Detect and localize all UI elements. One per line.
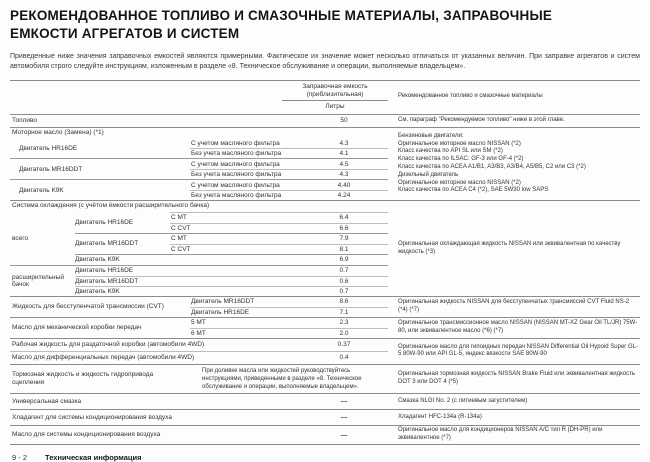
capacity-row-label: С учетом масляного фильтра: [191, 160, 280, 168]
cooling-total-group: [10, 212, 388, 265]
row-brake-fluid: [10, 364, 640, 393]
capacity-row-label: Без учета масляного фильтра: [191, 192, 282, 200]
capacity-row-label: С учетом масляного фильтра: [191, 139, 280, 147]
capacity-row: [190, 138, 388, 148]
gearbox-label: Масло для механической коробки передач: [12, 323, 142, 331]
engine-oil-recommend: [388, 128, 640, 201]
capacity-row-label: Без учета масляного фильтра: [191, 150, 282, 158]
ac-oil-left: [10, 426, 388, 444]
engine-rows: [170, 234, 388, 254]
recommend-line: Класс качества по ACEA C4 (*2), SAE 5W30 low SAPS: [398, 187, 549, 194]
capacity-row-label: С CVT: [171, 245, 191, 253]
page-number: 9 - 2: [12, 452, 28, 462]
capacity-row: [190, 148, 388, 158]
cvt-left: [10, 297, 388, 317]
cooling-left: [10, 201, 388, 296]
ac-oil-recommend: Оригинальное масло для кондиционеров NISSAN A/C тип R (DH-PR) или эквивалентное (*7): [398, 427, 603, 442]
engine-rows: [190, 138, 388, 158]
capacity-value: 7.1: [339, 308, 349, 316]
capacity-row: [190, 328, 388, 338]
capacity-row-label: С МТ: [171, 235, 187, 243]
capacity-row: [190, 169, 388, 179]
footer-section-title: Техническая информация: [45, 452, 142, 462]
cvt-label: Жидкость для бесступенчатой трансмиссии (CVT): [12, 302, 164, 310]
row-ac-oil: [10, 425, 640, 444]
capacity-value: 8.1: [339, 245, 349, 253]
engine-name: Двигатель MR16DDT: [19, 165, 83, 173]
engine-group-k9k: [10, 179, 388, 200]
capacity-row: [190, 159, 388, 169]
engine-oil-section-label: Моторное масло (Замена) (*1): [12, 128, 104, 136]
grease-label: Универсальная смазка: [12, 397, 82, 405]
capacity-value: 4.5: [339, 160, 349, 168]
capacity-row-label: С учетом масляного фильтра: [191, 181, 280, 189]
capacity-row-label: С CVT: [171, 224, 191, 232]
recommend-line: Оригинальное моторное масло NISSAN (*2): [398, 179, 521, 186]
differential-label: Масло для дифференциальных передач (автомобили 4WD): [12, 353, 195, 361]
capacity-value: 4.40: [337, 181, 351, 189]
engine-name: Двигатель K9K: [75, 256, 120, 264]
refrigerant-left: [10, 410, 388, 425]
hypoid-recommend: Оригинальное масло для гипоидных передач NISSAN Differential Oil Hypoid Super GL-5 80W-90 или API GL-5, индекс вязкости SAE 80W-90: [398, 343, 638, 358]
capacity-row: [190, 318, 388, 328]
capacity-value: 0.37: [337, 341, 351, 349]
capacity-row: [170, 234, 388, 244]
intro-text: Приведенные ниже значения заправочных емкостей являются примерными. Фактическое их значение может несколько отличаться от указанных величин. При заправке агрегатов и систем автомобиля строго следуйте инструкциям, изложенным в разделе «8. Техническое обслуживание и операции, выполняемые владельцем».: [10, 52, 640, 71]
section-engine-oil: [10, 127, 640, 201]
capacity-row: [190, 180, 388, 190]
row-fuel: [10, 114, 640, 127]
cooling-tank-group: [10, 265, 388, 296]
section-cooling: [10, 200, 640, 296]
page-footer: [10, 445, 640, 462]
cvt-rows: [190, 297, 388, 317]
recommend-line: Класс качества по API SL или SM (*2): [398, 148, 503, 155]
capacity-row-label: Двигатель MR16DDT: [75, 277, 139, 285]
capacity-unit-label: Литры: [325, 102, 345, 110]
section-manual-gearbox: [10, 317, 640, 338]
fuel-left: [10, 115, 388, 127]
capacity-row: [190, 297, 388, 307]
cooling-tank-body: [75, 266, 388, 296]
row-transfer-case: [10, 339, 388, 351]
capacity-row: [75, 276, 388, 286]
gearbox-recommend: Оригинальное трансмиссионное масло NISSAN (NISSAN MT-XZ Gear Oil TL/JR) 75W-80, или эквивалентное масло (*6) (*7): [398, 319, 638, 334]
refrigerant-recommend: Хладагент HFC-134a (R-134a): [398, 413, 482, 420]
capacity-value: 6.4: [339, 214, 349, 222]
cooling-recommend: Оригинальная охлаждающая жидкость NISSAN или эквивалентная по качеству жидкость (*3): [398, 240, 621, 255]
capacity-value: 6.9: [339, 256, 349, 264]
recommend-column-header: Рекомендованное топливо и смазочные материалы: [398, 93, 543, 100]
section-cvt: [10, 296, 640, 317]
engine-group-hr16de: [10, 138, 388, 158]
row-differential: [10, 351, 388, 364]
capacity-header-box: [282, 81, 388, 110]
engine-name: Двигатель MR16DDT: [75, 240, 139, 248]
cooling-section-label: Система охлаждения (с учётом ёмкости расширительного бачка): [12, 202, 210, 210]
capacity-value: 0.7: [339, 267, 349, 275]
engine-name: Двигатель HR16DE: [75, 218, 134, 226]
row-refrigerant: [10, 409, 640, 425]
brake-left: [10, 365, 388, 393]
capacity-value: 0.7: [339, 287, 349, 295]
recommend-line: Класс качества по ILSAC: GF-3 или GF-4 (*2): [398, 156, 524, 163]
capacity-row: [190, 307, 388, 317]
cooling-engine-hr16de: [75, 212, 388, 233]
cooling-tank-label: расширительный бачок: [12, 273, 64, 288]
capacity-row: [170, 255, 388, 265]
grease-recommend: Смазка NLGI No. 2 (с литиевым загустителем): [398, 397, 528, 404]
cvt-recommend: Оригинальная жидкость NISSAN для бесступенчатых трансмиссий CVT Fluid NS-2 (*4) (*7): [398, 298, 630, 313]
recommend-line: Бензиновые двигатели:: [398, 132, 464, 139]
recommend-line: Класс качества по ACEA A1/B1, A3/B3, A3/B4, A5/B5, C2 или C3 (*2): [398, 164, 586, 170]
engine-rows: [170, 255, 388, 265]
capacity-row-label: С МТ: [171, 214, 187, 222]
cooling-engine-mr16ddt: [75, 233, 388, 254]
capacity-row-label: Двигатель MR16DDT: [191, 298, 255, 306]
engine-rows: [170, 212, 388, 233]
grease-left: [10, 394, 388, 409]
section-driveline-4wd: [10, 338, 640, 364]
gearbox-left: [10, 318, 388, 338]
capacity-row: [75, 266, 388, 276]
gearbox-rows: [190, 318, 388, 338]
refrigerant-label: Хладагент для системы кондиционирования воздуха: [12, 413, 172, 421]
capacity-row-label: Двигатель K9K: [75, 287, 120, 295]
capacity-row-label: Без учета масляного фильтра: [191, 171, 282, 179]
cooling-engine-k9k: [75, 254, 388, 265]
recommend-line: Оригинальное моторное масло NISSAN (*2): [398, 140, 521, 147]
capacity-row: [170, 223, 388, 233]
page-title: РЕКОМЕНДОВАННОЕ ТОПЛИВО И СМАЗОЧНЫЕ МАТЕРИАЛЫ, ЗАПРАВОЧНЫЕ ЕМКОСТИ АГРЕГАТОВ И СИСТЕМ: [10, 8, 553, 41]
capacity-row: [170, 213, 388, 223]
no-capacity-dash: —: [340, 431, 348, 439]
capacities-table: [10, 80, 640, 445]
capacity-value: 2.3: [339, 319, 349, 327]
capacity-row: [190, 190, 388, 200]
capacity-column-header-text: Заправочная емкость (приблизительная): [302, 82, 368, 98]
fuel-recommend: См. параграф "Рекомендуемое топливо" ниже в этой главе.: [398, 116, 565, 123]
capacity-row-label: 5 МТ: [191, 319, 206, 327]
capacity-value: 7.9: [339, 235, 349, 243]
capacity-value: 8.6: [339, 298, 349, 306]
capacity-value: 0.6: [339, 277, 349, 285]
row-grease: [10, 393, 640, 409]
engine-rows: [190, 159, 388, 179]
capacity-row: [75, 286, 388, 296]
brake-note: При доливке масла или жидкостей руководствуйтесь инструкциями, приведенными в разделе «8. Техническое обслуживание и операции, выполняемые владельцем».: [202, 368, 362, 391]
capacity-value: 4.3: [339, 139, 349, 147]
capacity-row-label: Двигатель HR16DE: [191, 308, 250, 316]
capacity-value: 4.1: [339, 150, 349, 158]
engine-name: Двигатель K9K: [19, 186, 64, 194]
cooling-total-body: [75, 212, 388, 265]
brake-label: Тормозная жидкость и жидкость гидропривода сцепления: [12, 371, 154, 387]
engine-name: Двигатель HR16DE: [19, 144, 78, 152]
capacity-row: [170, 244, 388, 254]
recommend-line: Дизельный двигатель: [398, 171, 459, 178]
capacity-row-label: 6 МТ: [191, 329, 206, 337]
capacity-value: 6.6: [339, 224, 349, 232]
engine-rows: [190, 180, 388, 200]
capacity-value: 2.0: [339, 329, 349, 337]
capacity-value: 4.24: [337, 192, 351, 200]
brake-recommend: Оригинальная тормозная жидкость NISSAN Brake Fluid или эквивалентная жидкость DOT 3 или DOT 4 (*5): [398, 371, 636, 386]
ac-oil-label: Масло для системы кондиционирования воздуха: [12, 431, 161, 439]
table-header-row: [10, 81, 640, 114]
fuel-capacity-value: 50: [340, 117, 348, 125]
cooling-total-label: всего: [12, 234, 29, 242]
capacity-column-header: [282, 83, 388, 101]
transfer-case-label: Рабочая жидкость для раздаточной коробки (автомобили 4WD): [12, 340, 205, 348]
driveline-left: [10, 339, 388, 364]
header-left-area: [10, 81, 388, 114]
no-capacity-dash: —: [340, 398, 348, 406]
engine-oil-left: [10, 128, 388, 201]
capacity-value: 4.3: [339, 171, 349, 179]
capacity-row-label: Двигатель HR16DE: [75, 267, 134, 275]
engine-group-mr16ddt: [10, 158, 388, 179]
fuel-label: Топливо: [12, 116, 38, 124]
capacity-value: 0.4: [339, 354, 349, 362]
no-capacity-dash: —: [340, 414, 348, 422]
